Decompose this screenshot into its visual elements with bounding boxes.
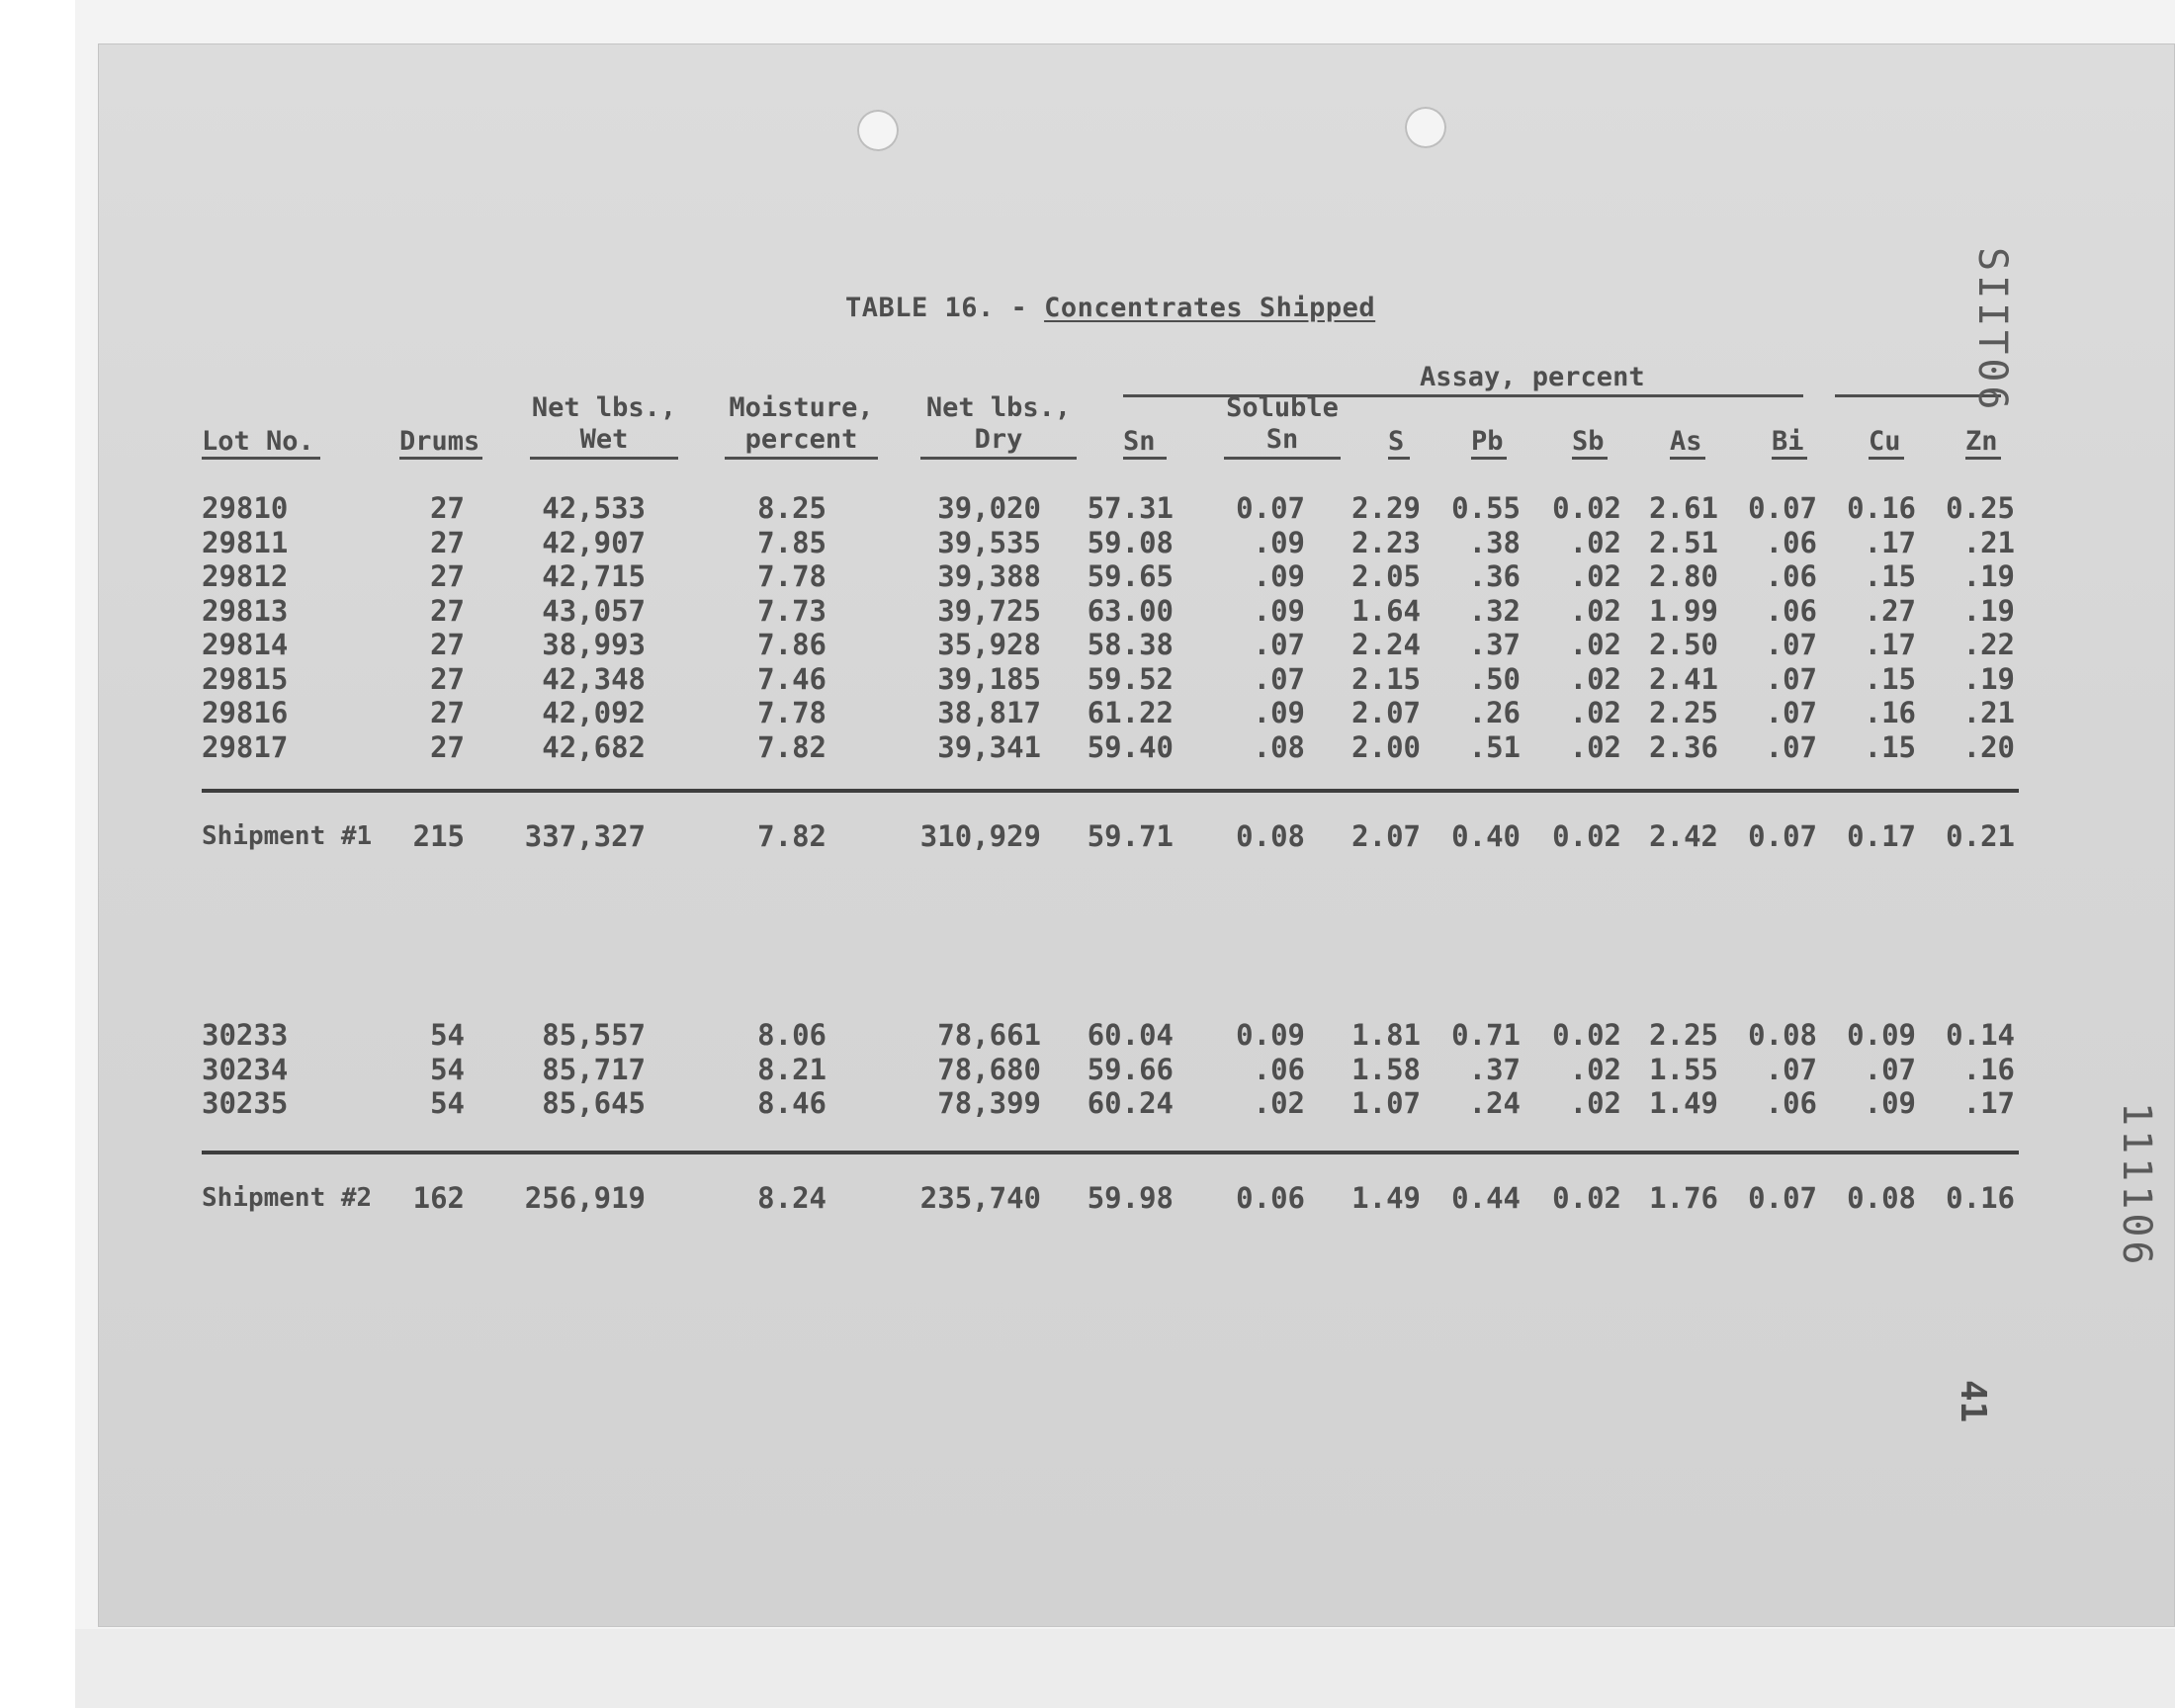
- cell-s: 1.64: [1351, 593, 1421, 628]
- cell-dry: 39,020: [937, 491, 1041, 525]
- cell-ssn: .09: [1253, 559, 1305, 593]
- column-header-cu: Cu: [1869, 426, 1901, 457]
- cell-as: 2.41: [1649, 661, 1718, 696]
- cell-sb: .02: [1569, 1086, 1621, 1120]
- cell-wet: 42,533: [542, 491, 646, 525]
- column-header-underline: [1471, 457, 1507, 460]
- total-lot: Shipment #1: [202, 821, 373, 851]
- total-wet: 337,327: [524, 819, 646, 853]
- cell-zn: .21: [1962, 525, 2015, 559]
- total-bi: 0.07: [1748, 819, 1817, 853]
- cell-bi: 0.07: [1748, 491, 1817, 525]
- cell-sn: 57.31: [1087, 491, 1174, 525]
- cell-bi: .07: [1765, 696, 1817, 729]
- cell-drums: 27: [430, 696, 465, 729]
- cell-sb: .02: [1569, 661, 1621, 696]
- cell-sn: 60.24: [1087, 1086, 1174, 1120]
- cell-wet: 42,715: [542, 559, 646, 593]
- cell-sb: .02: [1569, 729, 1621, 764]
- total-dry: 310,929: [919, 819, 1041, 853]
- cell-pb: .37: [1468, 628, 1521, 661]
- cell-moisture: 7.78: [757, 696, 826, 729]
- cell-wet: 42,682: [542, 729, 646, 764]
- total-drums: 215: [412, 819, 465, 853]
- cell-cu: .27: [1864, 593, 1916, 628]
- cell-cu: .09: [1864, 1086, 1916, 1120]
- column-header-underline: [1670, 457, 1705, 460]
- total-bi: 0.07: [1748, 1181, 1817, 1215]
- cell-sn: 59.65: [1087, 559, 1174, 593]
- cell-bi: .07: [1765, 628, 1817, 661]
- cell-as: 2.80: [1649, 559, 1718, 593]
- column-header-bi: Bi: [1772, 426, 1804, 457]
- cell-as: 1.49: [1649, 1086, 1718, 1120]
- column-header-underline: [1572, 457, 1608, 460]
- cell-ssn: .09: [1253, 593, 1305, 628]
- cell-bi: .07: [1765, 729, 1817, 764]
- cell-sn: 59.40: [1087, 729, 1174, 764]
- cell-pb: .50: [1468, 661, 1521, 696]
- cell-as: 2.25: [1649, 696, 1718, 729]
- cell-as: 1.99: [1649, 593, 1718, 628]
- cell-cu: .07: [1864, 1052, 1916, 1086]
- cell-dry: 39,725: [937, 593, 1041, 628]
- column-header-underline: [1965, 457, 2001, 460]
- column-header-underline: [1869, 457, 1904, 460]
- column-header-soluble-sn: Soluble: [1226, 392, 1339, 423]
- cell-s: 2.29: [1351, 491, 1421, 525]
- cell-zn: 0.25: [1946, 491, 2015, 525]
- cell-drums: 54: [430, 1086, 465, 1120]
- cell-pb: .26: [1468, 696, 1521, 729]
- column-header-as: As: [1670, 426, 1702, 457]
- cell-sn: 59.52: [1087, 661, 1174, 696]
- column-header-net-wet: Wet: [579, 424, 629, 455]
- section-rule: [202, 1151, 2019, 1154]
- cell-dry: 39,341: [937, 729, 1041, 764]
- column-header-underline: [920, 457, 1077, 460]
- punch-hole: [1405, 107, 1446, 148]
- cell-zn: .22: [1962, 628, 2015, 661]
- margin-stamp: 111106: [2114, 1102, 2159, 1269]
- column-header-net-wet: Net lbs.,: [531, 392, 677, 423]
- cell-pb: 0.71: [1451, 1018, 1521, 1052]
- cell-lot: 29811: [202, 525, 289, 559]
- cell-s: 1.07: [1351, 1086, 1421, 1120]
- cell-cu: .15: [1864, 559, 1916, 593]
- cell-bi: .06: [1765, 559, 1817, 593]
- total-as: 1.76: [1649, 1181, 1718, 1215]
- cell-lot: 29815: [202, 661, 289, 696]
- total-cu: 0.08: [1847, 1181, 1916, 1215]
- column-header-zn: Zn: [1965, 426, 1998, 457]
- cell-cu: .17: [1864, 628, 1916, 661]
- cell-drums: 54: [430, 1018, 465, 1052]
- column-header-underline: [725, 457, 878, 460]
- cell-wet: 85,717: [542, 1052, 646, 1086]
- column-header-underline: [399, 457, 482, 460]
- cell-moisture: 7.46: [757, 661, 826, 696]
- cell-moisture: 7.85: [757, 525, 826, 559]
- cell-drums: 27: [430, 525, 465, 559]
- cell-pb: .24: [1468, 1086, 1521, 1120]
- cell-sn: 61.22: [1087, 696, 1174, 729]
- cell-lot: 29812: [202, 559, 289, 593]
- column-header-moisture: Moisture,: [729, 392, 874, 423]
- cell-bi: .06: [1765, 593, 1817, 628]
- cell-moisture: 7.82: [757, 729, 826, 764]
- total-zn: 0.16: [1946, 1181, 2015, 1215]
- column-header-pb: Pb: [1471, 426, 1504, 457]
- cell-dry: 78,661: [937, 1018, 1041, 1052]
- cell-cu: 0.16: [1847, 491, 1916, 525]
- total-as: 2.42: [1649, 819, 1718, 853]
- cell-zn: .19: [1962, 559, 2015, 593]
- cell-lot: 29813: [202, 593, 289, 628]
- cell-sb: 0.02: [1552, 491, 1621, 525]
- cell-cu: .16: [1864, 696, 1916, 729]
- cell-drums: 27: [430, 661, 465, 696]
- cell-ssn: 0.07: [1236, 491, 1305, 525]
- cell-sb: .02: [1569, 525, 1621, 559]
- cell-ssn: .07: [1253, 661, 1305, 696]
- cell-moisture: 8.21: [757, 1052, 826, 1086]
- cell-bi: .06: [1765, 1086, 1817, 1120]
- column-header-soluble-sn: Sn: [1265, 424, 1299, 455]
- cell-lot: 30235: [202, 1086, 289, 1120]
- column-header-underline: [1388, 457, 1410, 460]
- cell-as: 2.50: [1649, 628, 1718, 661]
- column-header-drums: Drums: [399, 426, 480, 457]
- total-sb: 0.02: [1552, 819, 1621, 853]
- cell-sb: .02: [1569, 593, 1621, 628]
- cell-zn: .19: [1962, 661, 2015, 696]
- cell-s: 1.81: [1351, 1018, 1421, 1052]
- cell-lot: 29816: [202, 696, 289, 729]
- cell-cu: .17: [1864, 525, 1916, 559]
- cell-wet: 85,557: [542, 1018, 646, 1052]
- cell-zn: .17: [1962, 1086, 2015, 1120]
- total-ssn: 0.08: [1236, 819, 1305, 853]
- cell-sb: .02: [1569, 1052, 1621, 1086]
- cell-dry: 39,185: [937, 661, 1041, 696]
- cell-wet: 42,907: [542, 525, 646, 559]
- cell-bi: .07: [1765, 1052, 1817, 1086]
- total-cu: 0.17: [1847, 819, 1916, 853]
- cell-cu: 0.09: [1847, 1018, 1916, 1052]
- total-dry: 235,740: [919, 1181, 1041, 1215]
- total-s: 1.49: [1351, 1181, 1421, 1215]
- cell-dry: 78,680: [937, 1052, 1041, 1086]
- cell-sb: .02: [1569, 696, 1621, 729]
- cell-lot: 29810: [202, 491, 289, 525]
- cell-as: 2.25: [1649, 1018, 1718, 1052]
- cell-ssn: .07: [1253, 628, 1305, 661]
- scan-bottom-margin: [75, 1629, 2175, 1708]
- margin-stamp: SIIT06: [1969, 247, 2015, 414]
- cell-wet: 43,057: [542, 593, 646, 628]
- page-number: 41: [1953, 1380, 1993, 1423]
- cell-dry: 39,535: [937, 525, 1041, 559]
- cell-dry: 39,388: [937, 559, 1041, 593]
- total-moisture: 7.82: [757, 819, 826, 853]
- cell-cu: .15: [1864, 661, 1916, 696]
- total-wet: 256,919: [524, 1181, 646, 1215]
- column-header-net-dry: Dry: [974, 424, 1023, 455]
- total-pb: 0.40: [1451, 819, 1521, 853]
- cell-pb: 0.55: [1451, 491, 1521, 525]
- punch-hole: [857, 110, 899, 151]
- cell-sn: 59.66: [1087, 1052, 1174, 1086]
- cell-sn: 58.38: [1087, 628, 1174, 661]
- cell-s: 2.23: [1351, 525, 1421, 559]
- cell-sn: 63.00: [1087, 593, 1174, 628]
- cell-moisture: 8.25: [757, 491, 826, 525]
- column-header-underline: [1772, 457, 1807, 460]
- cell-sb: 0.02: [1552, 1018, 1621, 1052]
- scan-left-margin: [0, 0, 75, 1708]
- cell-bi: .07: [1765, 661, 1817, 696]
- cell-pb: .51: [1468, 729, 1521, 764]
- cell-s: 2.15: [1351, 661, 1421, 696]
- total-moisture: 8.24: [757, 1181, 826, 1215]
- total-drums: 162: [412, 1181, 465, 1215]
- cell-as: 2.51: [1649, 525, 1718, 559]
- cell-wet: 42,092: [542, 696, 646, 729]
- column-header-lot: Lot No.: [202, 426, 314, 457]
- total-ssn: 0.06: [1236, 1181, 1305, 1215]
- cell-zn: 0.14: [1946, 1018, 2015, 1052]
- cell-as: 1.55: [1649, 1052, 1718, 1086]
- cell-drums: 27: [430, 628, 465, 661]
- table-title-text: Concentrates Shipped: [1044, 293, 1376, 323]
- cell-sb: .02: [1569, 559, 1621, 593]
- cell-pb: .36: [1468, 559, 1521, 593]
- cell-sb: .02: [1569, 628, 1621, 661]
- cell-wet: 85,645: [542, 1086, 646, 1120]
- cell-s: 2.24: [1351, 628, 1421, 661]
- cell-s: 1.58: [1351, 1052, 1421, 1086]
- cell-zn: .16: [1962, 1052, 2015, 1086]
- cell-wet: 42,348: [542, 661, 646, 696]
- cell-drums: 27: [430, 593, 465, 628]
- cell-sn: 60.04: [1087, 1018, 1174, 1052]
- cell-zn: .19: [1962, 593, 2015, 628]
- cell-cu: .15: [1864, 729, 1916, 764]
- cell-as: 2.61: [1649, 491, 1718, 525]
- cell-drums: 27: [430, 491, 465, 525]
- total-zn: 0.21: [1946, 819, 2015, 853]
- cell-ssn: .06: [1253, 1052, 1305, 1086]
- cell-bi: .06: [1765, 525, 1817, 559]
- cell-lot: 29814: [202, 628, 289, 661]
- cell-zn: .20: [1962, 729, 2015, 764]
- section-rule: [202, 789, 2019, 793]
- cell-pb: .32: [1468, 593, 1521, 628]
- cell-sn: 59.08: [1087, 525, 1174, 559]
- cell-drums: 27: [430, 559, 465, 593]
- cell-s: 2.00: [1351, 729, 1421, 764]
- cell-moisture: 7.78: [757, 559, 826, 593]
- total-lot: Shipment #2: [202, 1183, 373, 1213]
- cell-dry: 35,928: [937, 628, 1041, 661]
- table-title-prefix: TABLE 16. -: [845, 293, 1045, 323]
- cell-ssn: .09: [1253, 525, 1305, 559]
- cell-wet: 38,993: [542, 628, 646, 661]
- cell-dry: 38,817: [937, 696, 1041, 729]
- total-sn: 59.98: [1087, 1181, 1174, 1215]
- cell-moisture: 8.46: [757, 1086, 826, 1120]
- cell-moisture: 7.73: [757, 593, 826, 628]
- assay-header: Assay, percent: [1420, 362, 1645, 392]
- column-header-underline: [202, 457, 320, 460]
- cell-ssn: .02: [1253, 1086, 1305, 1120]
- cell-as: 2.36: [1649, 729, 1718, 764]
- cell-s: 2.05: [1351, 559, 1421, 593]
- total-pb: 0.44: [1451, 1181, 1521, 1215]
- column-header-underline: [530, 457, 678, 460]
- cell-pb: .37: [1468, 1052, 1521, 1086]
- cell-s: 2.07: [1351, 696, 1421, 729]
- cell-moisture: 8.06: [757, 1018, 826, 1052]
- column-header-sb: Sb: [1572, 426, 1605, 457]
- cell-pb: .38: [1468, 525, 1521, 559]
- cell-bi: 0.08: [1748, 1018, 1817, 1052]
- total-s: 2.07: [1351, 819, 1421, 853]
- cell-lot: 30233: [202, 1018, 289, 1052]
- cell-ssn: .09: [1253, 696, 1305, 729]
- column-header-s: S: [1388, 426, 1405, 457]
- cell-lot: 30234: [202, 1052, 289, 1086]
- column-header-underline: [1123, 457, 1167, 460]
- cell-dry: 78,399: [937, 1086, 1041, 1120]
- cell-lot: 29817: [202, 729, 289, 764]
- column-header-sn: Sn: [1123, 426, 1156, 457]
- column-header-net-dry: Net lbs.,: [925, 392, 1072, 423]
- total-sb: 0.02: [1552, 1181, 1621, 1215]
- table-title: [845, 293, 1375, 323]
- total-sn: 59.71: [1087, 819, 1174, 853]
- cell-ssn: 0.09: [1236, 1018, 1305, 1052]
- cell-zn: .21: [1962, 696, 2015, 729]
- column-header-moisture: percent: [744, 424, 858, 455]
- cell-ssn: .08: [1253, 729, 1305, 764]
- column-header-underline: [1224, 457, 1341, 460]
- cell-drums: 54: [430, 1052, 465, 1086]
- cell-drums: 27: [430, 729, 465, 764]
- cell-moisture: 7.86: [757, 628, 826, 661]
